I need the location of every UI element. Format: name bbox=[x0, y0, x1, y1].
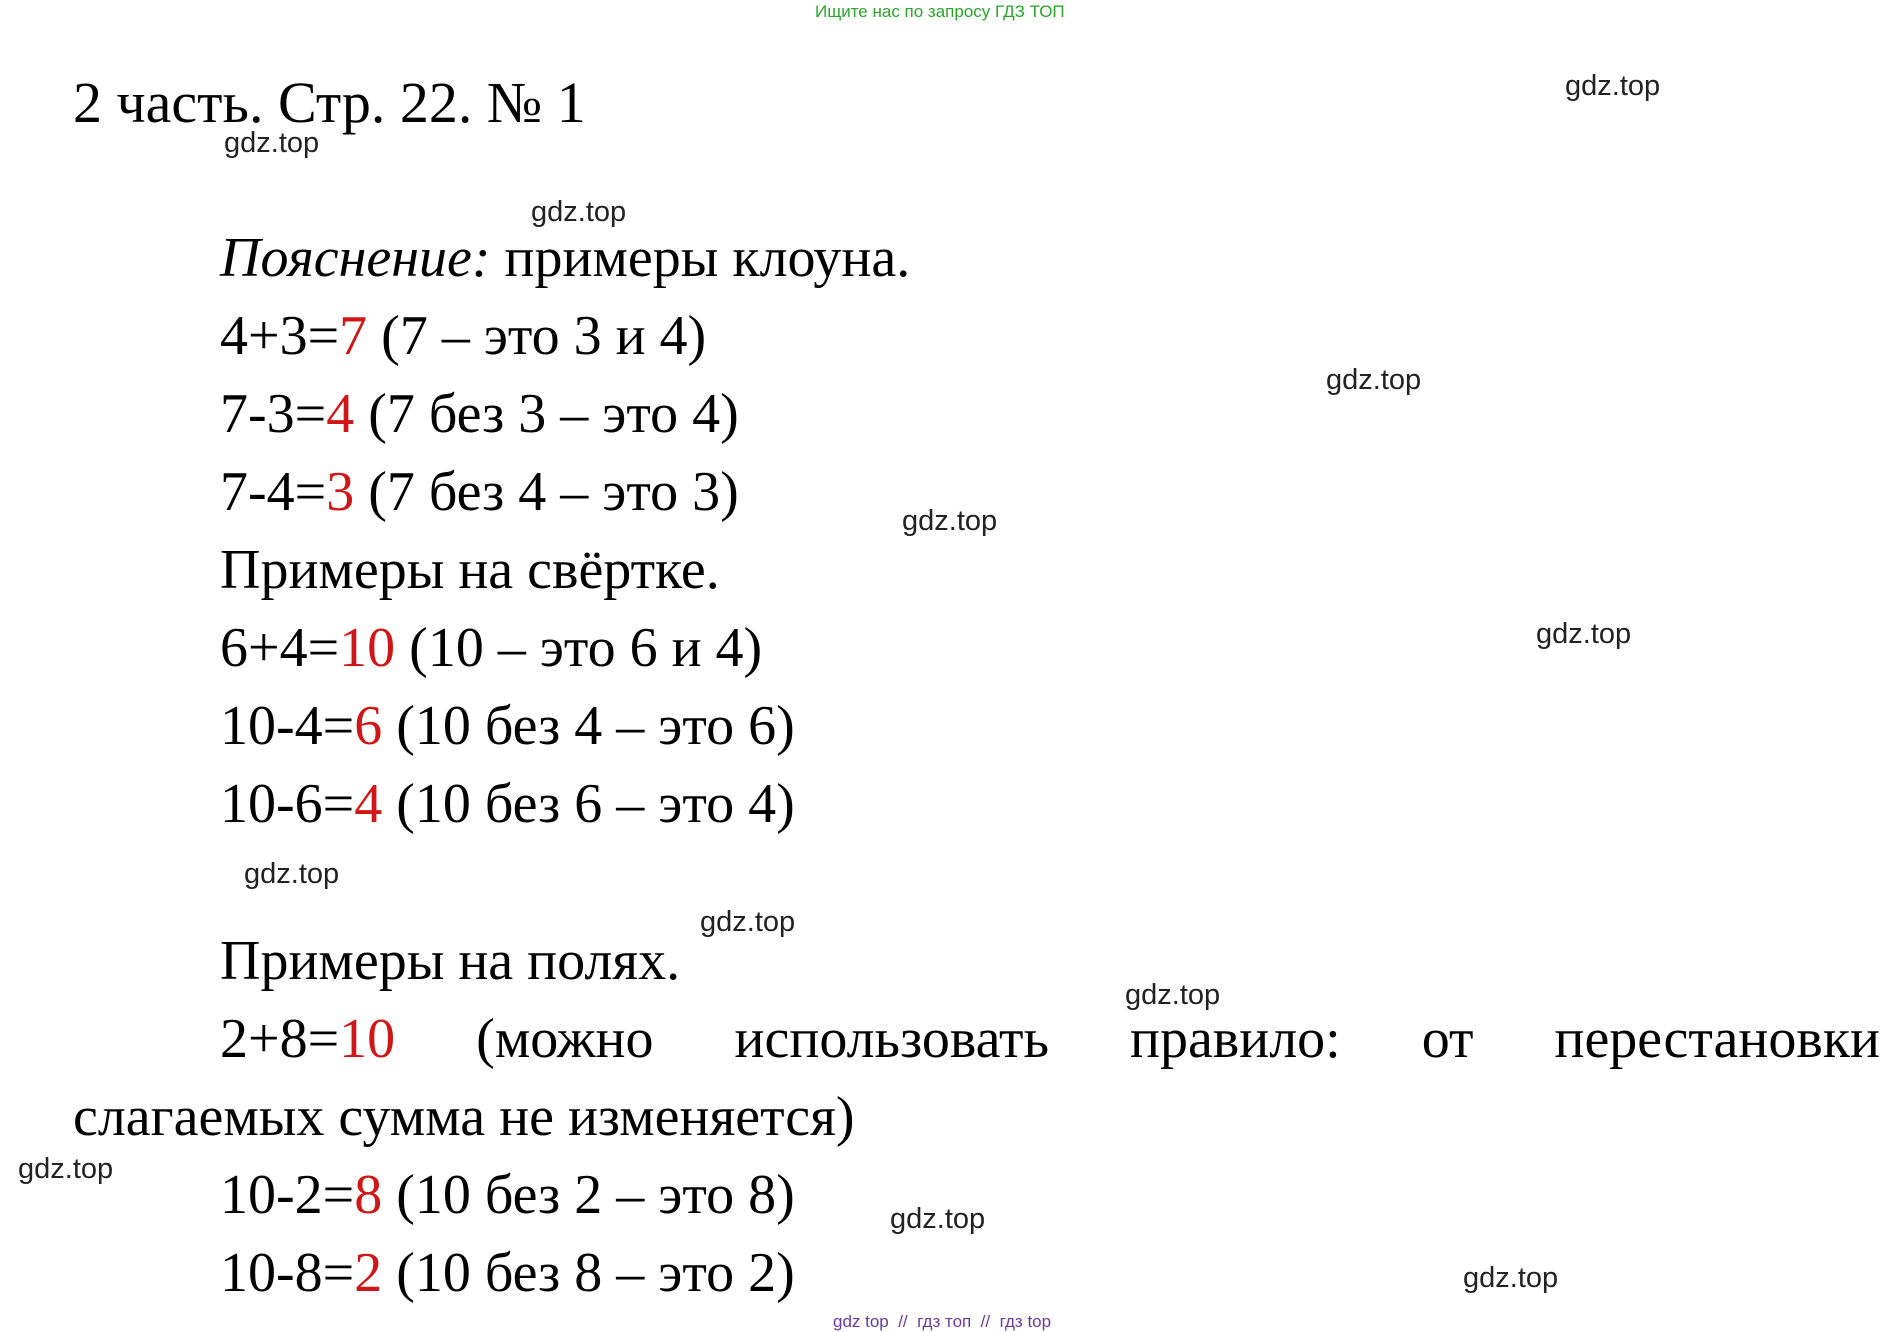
rule-word: использовать bbox=[734, 1008, 1049, 1070]
example-line bbox=[220, 461, 739, 523]
example-answer: 10 bbox=[339, 617, 396, 679]
watermark: gdz.top bbox=[1326, 364, 1422, 396]
example-answer: 2 bbox=[354, 1242, 383, 1304]
example-line bbox=[220, 305, 707, 367]
example-expression: 6+4= bbox=[220, 617, 340, 679]
watermark: gdz.top bbox=[700, 906, 796, 938]
example-expression: 10-2= bbox=[220, 1164, 355, 1226]
example-expression: 10-6= bbox=[220, 773, 355, 835]
watermark: gdz.top bbox=[224, 127, 320, 159]
example-note: (10 без 4 – это 6) bbox=[382, 695, 795, 757]
example-note: (10 без 8 – это 2) bbox=[382, 1242, 795, 1304]
bottom-banner: gdz top // гдз топ // гдз top bbox=[833, 1312, 1052, 1331]
example-expression: 10-8= bbox=[220, 1242, 355, 1304]
example-answer: 6 bbox=[354, 695, 383, 757]
watermark: gdz.top bbox=[1536, 618, 1632, 650]
example-expression: 7-3= bbox=[220, 383, 327, 445]
page-title: 2 часть. Стр. 22. № 1 bbox=[73, 70, 586, 135]
watermark: gdz.top bbox=[18, 1153, 114, 1185]
example-line bbox=[220, 773, 795, 835]
watermark: gdz.top bbox=[1463, 1262, 1559, 1294]
rule-word: от bbox=[1421, 1008, 1474, 1070]
example-answer: 10 bbox=[339, 1008, 396, 1070]
watermark: gdz.top bbox=[244, 858, 340, 890]
watermark: gdz.top bbox=[531, 196, 627, 228]
example-expression: 10-4= bbox=[220, 695, 355, 757]
example-note: (10 без 2 – это 8) bbox=[382, 1164, 795, 1226]
watermark: gdz.top bbox=[902, 505, 998, 537]
example-note: (10 без 6 – это 4) bbox=[382, 773, 795, 835]
svertok-heading: Примеры на свёртке. bbox=[220, 539, 720, 601]
example-answer: 3 bbox=[326, 461, 355, 523]
explanation-label: Пояснение: bbox=[220, 227, 491, 289]
example-answer: 4 bbox=[354, 773, 383, 835]
example-expression: 7-4= bbox=[220, 461, 327, 523]
rule-word: перестановки bbox=[1554, 1008, 1880, 1070]
example-answer: 8 bbox=[354, 1164, 383, 1226]
example-expression: 2+8= bbox=[220, 1008, 340, 1070]
watermark: gdz.top bbox=[1125, 979, 1221, 1011]
example-line bbox=[220, 1164, 795, 1226]
example-note: (7 без 4 – это 3) bbox=[354, 461, 739, 523]
example-line bbox=[220, 1242, 795, 1304]
explanation-line bbox=[220, 227, 911, 289]
watermark: gdz.top bbox=[890, 1203, 986, 1235]
example-answer: 7 bbox=[339, 305, 368, 367]
example-expression: 4+3= bbox=[220, 305, 340, 367]
example-equation bbox=[220, 1008, 396, 1070]
top-banner: Ищите нас по запросу ГДЗ ТОП bbox=[815, 2, 1065, 21]
example-note: (7 – это 3 и 4) bbox=[367, 305, 707, 367]
polya-heading: Примеры на полях. bbox=[220, 930, 681, 992]
rule-continuation: слагаемых сумма не изменяется) bbox=[73, 1086, 855, 1148]
rule-word: правило: bbox=[1129, 1008, 1341, 1070]
example-line bbox=[220, 383, 739, 445]
example-line-justified bbox=[220, 1008, 1880, 1070]
example-answer: 4 bbox=[326, 383, 355, 445]
example-line bbox=[220, 695, 795, 757]
explanation-text: примеры клоуна. bbox=[490, 227, 911, 289]
watermark: gdz.top bbox=[1565, 70, 1661, 102]
example-note: (7 без 3 – это 4) bbox=[354, 383, 739, 445]
example-line bbox=[220, 617, 763, 679]
rule-word: (можно bbox=[476, 1008, 654, 1070]
example-note: (10 – это 6 и 4) bbox=[395, 617, 763, 679]
